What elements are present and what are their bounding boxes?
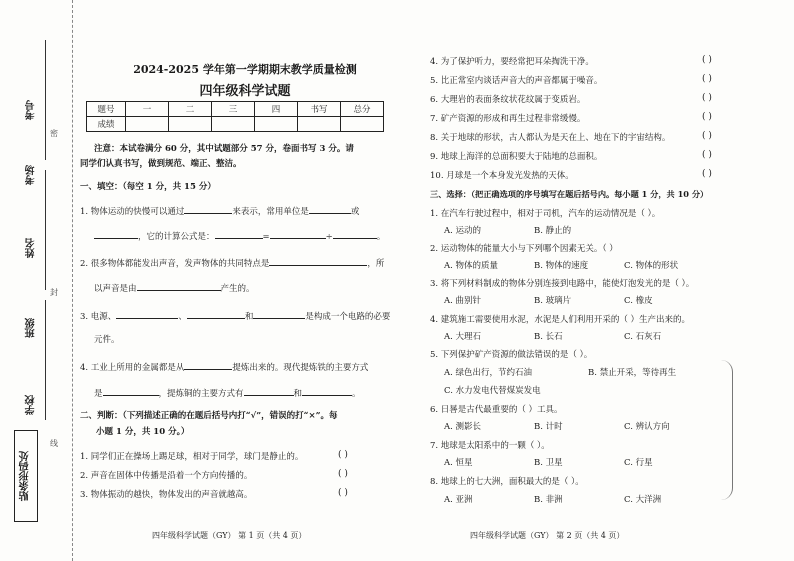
seal-mark-xian: 线 [50, 439, 58, 448]
judge-paren-2[interactable]: ( ) [338, 469, 348, 479]
choice-q1-a[interactable]: A. 运动的 [444, 226, 482, 236]
q2-text-b: ，所 [367, 259, 385, 269]
judge-paren-1[interactable]: ( ) [338, 450, 348, 460]
score-cell[interactable] [126, 117, 169, 132]
seal-line-3 [45, 300, 46, 420]
q2-text-c: 以声音是由 [94, 284, 137, 294]
seal-mark-mi: 密 [50, 129, 58, 138]
q3-blank-2[interactable] [187, 309, 245, 319]
choice-q3-c[interactable]: C. 橡皮 [624, 296, 653, 306]
judge-paren-9[interactable]: ( ) [702, 150, 712, 160]
judge-paren-8[interactable]: ( ) [702, 131, 712, 141]
label-xingming: 姓名 [26, 238, 37, 258]
q1-blank-4[interactable] [215, 229, 263, 239]
q1-blank-5[interactable] [270, 229, 326, 239]
q4-blank-2[interactable] [103, 386, 159, 396]
q1-text-c: 或 [350, 207, 360, 217]
choice-q8: 8. 地球上的七大洲，面积最大的是（ ）。 [430, 477, 584, 487]
q1-div: ÷ [325, 232, 333, 242]
judge-item-4: 4. 为了保护听力，要经常把耳朵掏洗干净。 [430, 57, 594, 67]
score-table [86, 101, 384, 132]
label-xuexiao: 学校 [26, 395, 37, 415]
note-line-2: 同学们认真书写，做到规范、端正、整洁。 [80, 159, 242, 169]
q4-blank-3[interactable] [244, 386, 294, 396]
choice-q6: 6. 日晷是古代最重要的（ ）工具。 [430, 405, 563, 415]
seal-line-1 [45, 40, 46, 160]
q1-line1 [80, 204, 359, 217]
binding-strip [0, 0, 73, 561]
q1-blank-3[interactable] [94, 229, 138, 239]
q1-blank-6[interactable] [333, 229, 377, 239]
q4-text-d: ，提炼铜的主要方式有 [158, 389, 244, 399]
choice-q7-c[interactable]: C. 行星 [624, 458, 653, 468]
choice-q2-c[interactable]: C. 物体的形状 [624, 261, 679, 271]
label-kaohao: 考号 [26, 100, 37, 120]
judge-item-8: 8. 关于地球的形状，古人都认为是天在上、地在下的宇宙结构。 [430, 133, 671, 143]
footer-left: 四年级科学试题（GY） 第 1 页（共 4 页） [152, 531, 307, 540]
choice-q8-c[interactable]: C. 大洋洲 [624, 495, 662, 505]
q3-text-d: 是构成一个电路的必要 [305, 312, 391, 322]
barcode-stamp-box: 贴条形码处 [14, 430, 38, 522]
choice-q4: 4. 建筑施工需要使用水泥，水泥是人们利用开采的（ ）生产出来的。 [430, 315, 691, 325]
choice-q7-a[interactable]: A. 恒星 [444, 458, 473, 468]
choice-q1: 1. 在汽车行驶过程中，相对于司机，汽车的运动情况是（ ）。 [430, 209, 661, 219]
choice-q6-b[interactable]: B. 计时 [534, 422, 563, 432]
q1-text-a: 1. 物体运动的快慢可以通过 [80, 207, 185, 217]
q2-blank-1[interactable] [269, 256, 367, 266]
judge-item-7: 7. 矿产资源的形成和再生过程非常缓慢。 [430, 114, 586, 124]
choice-q3-a[interactable]: A. 曲别针 [444, 296, 482, 306]
choice-q3-b[interactable]: B. 玻璃片 [534, 296, 572, 306]
q4-text-f: 。 [352, 389, 361, 399]
choice-q3: 3. 将下列材料制成的物体分别连接到电路中，能使灯泡发光的是（ ）。 [430, 279, 695, 289]
judge-paren-7[interactable]: ( ) [702, 112, 712, 122]
score-header: 题号 [87, 102, 126, 117]
label-banji: 班级 [26, 318, 37, 338]
judge-paren-4[interactable]: ( ) [702, 55, 712, 65]
score-cell[interactable] [212, 117, 255, 132]
score-cell[interactable] [298, 117, 341, 132]
q3-blank-1[interactable] [116, 309, 178, 319]
q3-line1 [80, 309, 390, 322]
q2-text-a: 2. 很多物体都能发出声音，发声物体的共同特点是 [80, 259, 270, 269]
q2-text-d: 产生的。 [220, 284, 255, 294]
q1-text-d: ，它的计算公式是： [138, 232, 215, 242]
score-row-label: 成绩 [87, 117, 126, 132]
q4-blank-4[interactable] [302, 386, 352, 396]
q3-text-b: 、 [178, 312, 187, 322]
q3-line2: 元件。 [94, 335, 120, 345]
q4-text-c: 是 [94, 389, 103, 399]
q4-text-b: 提炼出来的。现代提炼铁的主要方式 [232, 363, 369, 373]
choice-q4-b[interactable]: B. 长石 [534, 332, 563, 342]
judge-item-10: 10. 月球是一个本身发光发热的天体。 [430, 171, 574, 181]
choice-q5-c[interactable]: C. 水力发电代替煤炭发电 [444, 386, 541, 396]
choice-q8-b[interactable]: B. 非洲 [534, 495, 563, 505]
q4-text-e: 和 [293, 389, 303, 399]
section2-heading-2: 小题 1 分，共 10 分。） [96, 427, 190, 437]
section2-heading: 二、判断：（下列描述正确的在题后括号内打“√”，错误的打“×”。每 [80, 411, 338, 421]
section3-heading: 三、选择：（把正确选项的序号填写在题后括号内。每小题 1 分，共 10 分） [430, 189, 709, 199]
q4-line2 [94, 386, 361, 399]
choice-q7: 7. 地球是太阳系中的一颗（ ）。 [430, 441, 550, 451]
q1-line2 [94, 229, 385, 242]
judge-paren-5[interactable]: ( ) [702, 74, 712, 84]
choice-q2-a[interactable]: A. 物体的质量 [444, 261, 499, 271]
q1-eq: = [262, 232, 270, 242]
q4-blank-1[interactable] [184, 360, 232, 370]
judge-item-6: 6. 大理岩的表面条纹状花纹属于变质岩。 [430, 95, 586, 105]
footer-right: 四年级科学试题（GY） 第 2 页（共 4 页） [470, 531, 625, 540]
q3-text-c: 和 [244, 312, 254, 322]
note-line-1: 注意：本试卷满分 60 分，其中试题部分 57 分，卷面书写 3 分。请 [94, 144, 354, 154]
choice-q5-b[interactable]: B. 禁止开采，等待再生 [588, 368, 677, 378]
section1-heading: 一、填空：（每空 1 分，共 15 分） [80, 182, 216, 192]
q1-blank-1[interactable] [184, 204, 232, 214]
q2-blank-2[interactable] [137, 281, 221, 291]
judge-item-9: 9. 地球上海洋的总面积要大于陆地的总面积。 [430, 152, 603, 162]
choice-q6-a[interactable]: A. 测影长 [444, 422, 482, 432]
choice-q2: 2. 运动物体的能量大小与下列哪个因素无关。（ ） [430, 244, 618, 254]
q1-text-b: 来表示，常用单位是 [232, 207, 309, 217]
judge-paren-10[interactable]: ( ) [702, 169, 712, 179]
judge-item-2: 2. 声音在固体中传播是沿着一个方向传播的。 [80, 471, 253, 481]
label-kaochang: 考场 [26, 165, 37, 185]
choice-q5: 5. 下列保护矿产资源的做法错误的是（ ）。 [430, 350, 593, 360]
choice-q4-a[interactable]: A. 大理石 [444, 332, 482, 342]
choice-q4-c[interactable]: C. 石灰石 [624, 332, 662, 342]
judge-item-3: 3. 物体振动的越快，物体发出的声音就越高。 [80, 490, 253, 500]
score-cell[interactable] [169, 117, 212, 132]
q3-blank-3[interactable] [253, 309, 305, 319]
judge-item-1: 1. 同学们正在操场上踢足球，相对于同学，球门是静止的。 [80, 452, 304, 462]
margin-curve [718, 360, 733, 500]
score-header: 书写 [298, 102, 341, 117]
judge-item-5: 5. 比正常室内谈话声音大的声音都属于噪音。 [430, 76, 603, 86]
choice-q7-b[interactable]: B. 卫星 [534, 458, 563, 468]
q1-blank-2[interactable] [309, 204, 351, 214]
exam-subtitle: 四年级科学试题 [199, 84, 291, 99]
q4-text-a: 4. 工业上所用的金属都是从 [80, 363, 185, 373]
score-header: 三 [212, 102, 255, 117]
score-header: 一 [126, 102, 169, 117]
score-header: 四 [255, 102, 298, 117]
q2-line2 [94, 281, 255, 294]
seal-line-2 [45, 170, 46, 290]
judge-paren-3[interactable]: ( ) [338, 488, 348, 498]
choice-q1-b[interactable]: B. 静止的 [534, 226, 572, 236]
seal-mark-feng: 封 [50, 288, 58, 297]
q1-end: 。 [376, 232, 386, 242]
q3-text-a: 3. 电源、 [80, 312, 117, 322]
exam-title: 2024-2025 学年第一学期期末教学质量检测 [133, 63, 357, 76]
q4-line1 [80, 360, 368, 373]
choice-q5-a[interactable]: A. 绿色出行，节约石油 [444, 368, 533, 378]
choice-q2-b[interactable]: B. 物体的速度 [534, 261, 589, 271]
score-cell[interactable] [341, 117, 384, 132]
judge-paren-6[interactable]: ( ) [702, 93, 712, 103]
choice-q8-a[interactable]: A. 亚洲 [444, 495, 473, 505]
score-header: 二 [169, 102, 212, 117]
score-cell[interactable] [255, 117, 298, 132]
choice-q6-c[interactable]: C. 辨认方向 [624, 422, 670, 432]
score-header: 总分 [341, 102, 384, 117]
q2-line1 [80, 256, 384, 269]
